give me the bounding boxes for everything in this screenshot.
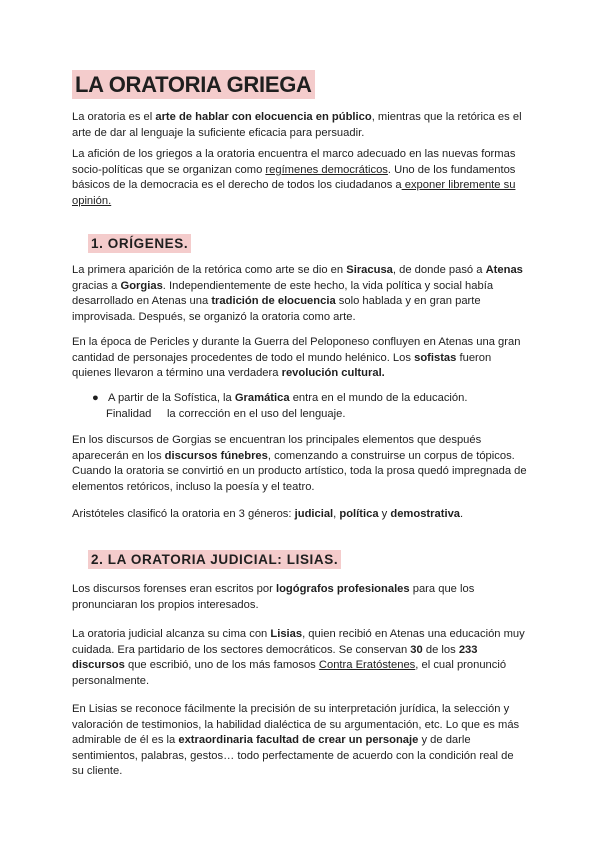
link-exponer: exponer libremente su opinión. xyxy=(72,179,516,207)
origenes-paragraph-2: En la época de Pericles y durante la Guerra del Peloponeso confluyen en Atenas una gran cantidad de personajes procedentes de todo el mundo helénico. Los sofistas fueron quienes llevaron a término una verdadera revolución cultural. xyxy=(72,336,521,380)
intro-paragraph-1: La oratoria es el arte de hablar con elocuencia en público, mientras que la retórica es el arte de dar al lenguaje la suficiente eficacia para persuadir. xyxy=(72,111,522,139)
document-page: LA ORATORIA GRIEGA La oratoria es el arte de hablar con elocuencia en público, mientras que la retórica es el arte de dar al lenguaje la suficiente eficacia para persuadir. La afición de los griegos a la oratoria encuentra el marco adecuado en las nuevas formas socio-políticas que se organizan como regímenes democráticos. Uno de los fundamentos básicos de la democracia es el derecho de todos los ciudadanos a exponer libremente su opinión. 1. ORÍGENES. La primera aparición de la retórica como arte se dio en Siracusa, de donde pasó a Atenas gracias a Gorgias. Independientemente de este hecho, la vida política y social había desarrollado en Atenas una tradición de elocuencia solo hablada y en gran parte improvisada. Después, se organizó la oratoria como arte. En la época de Pericles y durante la Guerra del Peloponeso confluyen en Atenas una gran cantidad de personajes procedentes de todo el mundo helénico. Los sofistas fueron quienes llevaron a término una verdadera revolución cultural. ● A partir de la Sofística, la Gramática entra en el mundo de la educación. Finalidad la corrección en el uso del lenguaje. En los discursos de Gorgias se encuentran los principales elementos que después aparecerán en los discursos fúnebres, comenzando a construirse un corpus de tópicos. Cuando la oratoria se convirtió en un producto artístico, toda la prosa quedó impregnada de elementos retóricos, incluso la poesía y el teatro. Aristóteles clasificó la oratoria en 3 géneros: judicial, política y demostrativa. 2. LA ORATORIA JUDICIAL: LISIAS. Los discursos forenses eran escritos por logógrafos profesionales para que los pronunciaran los propios interesados. La oratoria judicial alcanza su cima con Lisias, quien recibió en Atenas una educación muy cuidada. Era partidario de los sectores democráticos. Se conservan 30 de los 233 discursos que escribió, uno de los más famosos Contra Eratóstenes, el cual pronunció personalmente. En Lisias se reconoce fácilmente la precisión de su interpretación jurídica, la selección y valoración de testimonios, la habilidad dialéctica de su argumentación, etc. Lo que es más admirable de él es la extraordinaria facultad de crear un personaje y de darle sentimientos, palabras, gestos… todo perfectamente de acuerdo con la condición real de su cliente. xyxy=(0,0,600,848)
page-title: LA ORATORIA GRIEGA xyxy=(72,70,315,99)
bullet-dot: ● xyxy=(92,392,99,404)
judicial-paragraph-3: En Lisias se reconoce fácilmente la precisión de su interpretación jurídica, la selección y valoración de testimonios, la habilidad dialéctica de su argumentación, etc. Lo que es más admirable de él es la extraordinaria facultad de crear un personaje y de darle sentimientos, palabras, gestos… todo perfectamente de acuerdo con la condición real de su cliente. xyxy=(72,703,520,778)
section-heading-oratoria-judicial: 2. LA ORATORIA JUDICIAL: LISIAS. xyxy=(88,550,341,569)
section-heading-origenes: 1. ORÍGENES. xyxy=(88,234,191,253)
link-regimenes: regímenes democráticos xyxy=(265,163,388,176)
judicial-paragraph-1: Los discursos forenses eran escritos por logógrafos profesionales para que los pronunciaran los propios interesados. xyxy=(72,583,475,611)
judicial-paragraph-2: La oratoria judicial alcanza su cima con Lisias, quien recibió en Atenas una educación muy cuidada. Era partidario de los sectores democráticos. Se conservan 30 de los 233 discursos que escribió, uno de los más famosos Contra Eratóstenes, el cual pronunció personalmente. xyxy=(72,628,525,687)
intro-paragraph-2: La afición de los griegos a la oratoria encuentra el marco adecuado en las nuevas formas socio-políticas que se organizan como regímenes democráticos. Uno de los fundamentos básicos de la democracia es el derecho de todos los ciudadanos a exponer libremente su opinión. xyxy=(72,148,516,207)
origenes-paragraph-4: Aristóteles clasificó la oratoria en 3 géneros: judicial, política y demostrativa. xyxy=(72,508,464,520)
origenes-paragraph-1: La primera aparición de la retórica como arte se dio en Siracusa, de donde pasó a Atenas gracias a Gorgias. Independientemente de este hecho, la vida política y social había desarrollado en Atenas una tradición de elocuencia solo hablada y en gran parte improvisada. Después, se organizó la oratoria como arte. xyxy=(72,264,523,323)
origenes-paragraph-3: En los discursos de Gorgias se encuentran los principales elementos que después aparecerán en los discursos fúnebres, comenzando a construirse un corpus de tópicos. Cuando la oratoria se convirtió en un producto artístico, toda la prosa quedó impregnada de elementos retóricos, incluso la poesía y el teatro. xyxy=(72,434,527,493)
link-contra-eratostenes: Contra Eratóstenes xyxy=(318,659,416,672)
